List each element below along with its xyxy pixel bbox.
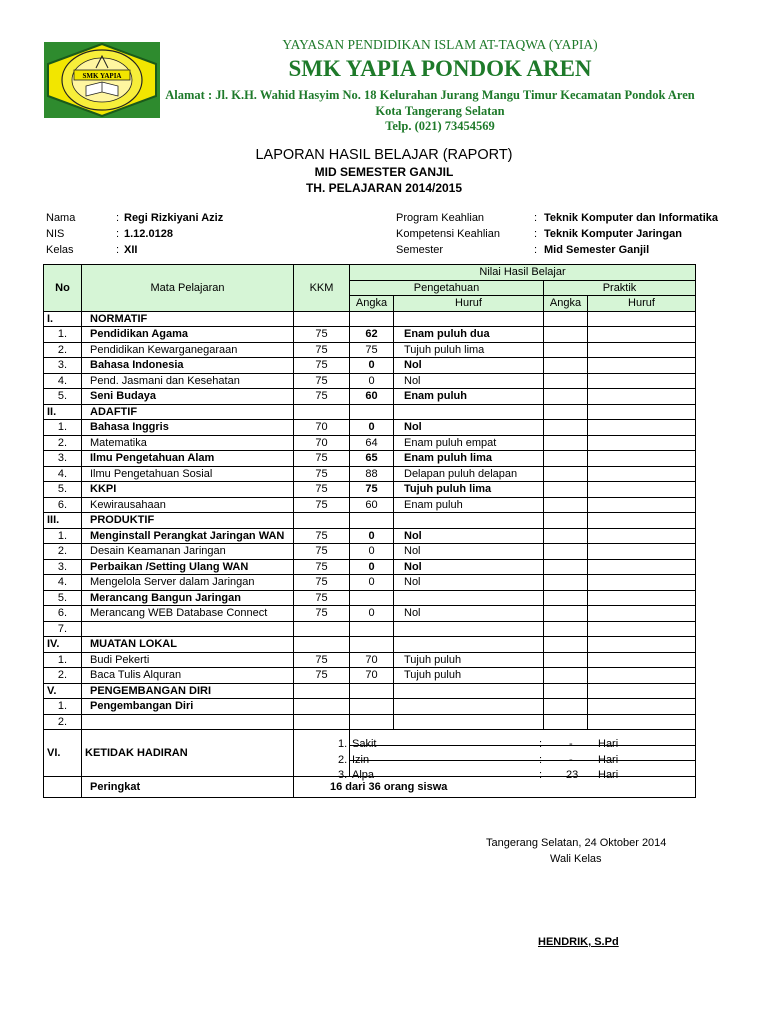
practice-number [544, 358, 588, 374]
row-no: 6. [44, 497, 82, 513]
header-nilai: Nilai Hasil Belajar [350, 265, 696, 281]
colon: : [534, 244, 538, 256]
absence-label: KETIDAK HADIRAN [82, 730, 294, 777]
practice-number [544, 528, 588, 544]
grades-table [43, 264, 696, 798]
table-row [44, 420, 696, 436]
subject-name: Bahasa Inggris [82, 420, 294, 436]
practice-number [544, 714, 588, 730]
subject-name: Bahasa Indonesia [82, 358, 294, 374]
kkm-value: 70 [294, 420, 350, 436]
program-value: Teknik Komputer dan Informatika [544, 212, 718, 224]
score-words: Nol [394, 606, 544, 622]
subject-name: Ilmu Pengetahuan Sosial [82, 466, 294, 482]
kompetensi-value: Teknik Komputer Jaringan [544, 228, 682, 240]
score-words [394, 699, 544, 715]
score-words: Delapan puluh delapan [394, 466, 544, 482]
kkm-value: 75 [294, 575, 350, 591]
report-subtitle: MID SEMESTER GANJIL [314, 165, 454, 179]
practice-words [588, 714, 696, 730]
subject-name: Budi Pekerti [82, 652, 294, 668]
subject-name: Ilmu Pengetahuan Alam [82, 451, 294, 467]
score-words: Nol [394, 373, 544, 389]
kkm-value: 75 [294, 327, 350, 343]
subject-name: Pendidikan Agama [82, 327, 294, 343]
table-row [44, 544, 696, 560]
score-words: Nol [394, 420, 544, 436]
header-knowledge: Pengetahuan [350, 280, 544, 296]
section-no: V. [44, 683, 82, 699]
practice-number [544, 482, 588, 498]
kkm-value [294, 699, 350, 715]
kkm-value: 75 [294, 497, 350, 513]
practice-words [588, 451, 696, 467]
row-no: 2. [44, 714, 82, 730]
score-words: Tujuh puluh lima [394, 482, 544, 498]
row-no: 4. [44, 466, 82, 482]
kkm-value [294, 621, 350, 637]
practice-words [588, 606, 696, 622]
subject-name: Mengelola Server dalam Jaringan [82, 575, 294, 591]
rank-label: Peringkat [82, 776, 294, 797]
school-name: SMK YAPIA PONDOK AREN [288, 56, 592, 81]
kelas-label: Kelas [46, 244, 74, 256]
table-row [44, 559, 696, 575]
table-row [44, 590, 696, 606]
subject-name: Desain Keamanan Jaringan [82, 544, 294, 560]
subject-name: Seni Budaya [82, 389, 294, 405]
kkm-value: 75 [294, 451, 350, 467]
table-row [44, 342, 696, 358]
school-phone: Telp. (021) 73454569 [385, 119, 495, 133]
kompetensi-label: Kompetensi Keahlian [396, 228, 500, 240]
score-number: 70 [350, 652, 394, 668]
kkm-value: 75 [294, 466, 350, 482]
practice-number [544, 373, 588, 389]
header-huruf: Huruf [394, 296, 544, 312]
practice-number [544, 575, 588, 591]
kkm-value: 75 [294, 544, 350, 560]
table-row [44, 435, 696, 451]
score-number: 0 [350, 575, 394, 591]
section-row [44, 513, 696, 529]
row-no: 1. [44, 327, 82, 343]
subject-name: Pend. Jasmani dan Kesehatan [82, 373, 294, 389]
header-huruf-practice: Huruf [588, 296, 696, 312]
table-row [44, 652, 696, 668]
score-number: 0 [350, 528, 394, 544]
header-angka: Angka [350, 296, 394, 312]
score-words [394, 714, 544, 730]
rank-value: 16 dari 36 orang siswa [294, 776, 696, 797]
practice-number [544, 699, 588, 715]
nama-label: Nama [46, 212, 76, 224]
practice-number [544, 559, 588, 575]
score-words: Nol [394, 358, 544, 374]
score-words: Nol [394, 528, 544, 544]
practice-words [588, 575, 696, 591]
absence-no: VI. [44, 730, 82, 777]
subject-name: KKPI [82, 482, 294, 498]
colon: : [116, 244, 120, 256]
foundation-name: YAYASAN PENDIDIKAN ISLAM AT-TAQWA (YAPIA) [282, 37, 598, 52]
subject-name: Matematika [82, 435, 294, 451]
row-no: 3. [44, 559, 82, 575]
colon: : [116, 228, 120, 240]
section-name: MUATAN LOKAL [82, 637, 294, 653]
practice-number [544, 327, 588, 343]
practice-number [544, 497, 588, 513]
table-row [44, 327, 696, 343]
table-row [44, 451, 696, 467]
section-name: NORMATIF [82, 311, 294, 327]
practice-number [544, 544, 588, 560]
header-kkm: KKM [294, 265, 350, 312]
header-angka-practice: Angka [544, 296, 588, 312]
practice-number [544, 590, 588, 606]
row-no: 1. [44, 699, 82, 715]
table-row [44, 389, 696, 405]
practice-words [588, 668, 696, 684]
table-row [44, 575, 696, 591]
score-number [350, 714, 394, 730]
practice-words [588, 559, 696, 575]
score-number [350, 699, 394, 715]
sign-role: Wali Kelas [550, 853, 602, 865]
kkm-value: 75 [294, 373, 350, 389]
score-words: Nol [394, 575, 544, 591]
student-nis: 1.12.0128 [124, 228, 173, 240]
score-number [350, 590, 394, 606]
subject-name: Kewirausahaan [82, 497, 294, 513]
score-words: Enam puluh empat [394, 435, 544, 451]
practice-words [588, 652, 696, 668]
kkm-value: 75 [294, 606, 350, 622]
school-city: Kota Tangerang Selatan [375, 104, 505, 118]
score-words: Enam puluh lima [394, 451, 544, 467]
row-no: 6. [44, 606, 82, 622]
score-words [394, 590, 544, 606]
section-no: III. [44, 513, 82, 529]
practice-words [588, 528, 696, 544]
score-number: 0 [350, 559, 394, 575]
score-words [394, 621, 544, 637]
row-no: 2. [44, 435, 82, 451]
score-number: 70 [350, 668, 394, 684]
score-words: Nol [394, 559, 544, 575]
row-no: 2. [44, 668, 82, 684]
score-number: 64 [350, 435, 394, 451]
row-no: 5. [44, 590, 82, 606]
kkm-value: 75 [294, 358, 350, 374]
semester-value: Mid Semester Ganjil [544, 244, 650, 256]
score-number: 75 [350, 482, 394, 498]
practice-number [544, 420, 588, 436]
subject-name: Baca Tulis Alquran [82, 668, 294, 684]
kkm-value: 75 [294, 652, 350, 668]
row-no: 1. [44, 420, 82, 436]
student-name: Regi Rizkiyani Aziz [124, 212, 224, 224]
table-row [44, 497, 696, 513]
semester-label: Semester [396, 244, 444, 256]
practice-words [588, 327, 696, 343]
section-row [44, 404, 696, 420]
colon: : [534, 228, 538, 240]
section-name: PENGEMBANGAN DIRI [82, 683, 294, 699]
kkm-value: 75 [294, 559, 350, 575]
practice-number [544, 389, 588, 405]
kkm-value: 75 [294, 482, 350, 498]
score-number: 75 [350, 342, 394, 358]
practice-number [544, 652, 588, 668]
row-no: 3. [44, 451, 82, 467]
score-number: 60 [350, 389, 394, 405]
section-name: PRODUKTIF [82, 513, 294, 529]
table-row [44, 482, 696, 498]
absence-item: 3. Alpa : 23 Hari [350, 761, 696, 777]
table-row [44, 373, 696, 389]
sign-date: Tangerang Selatan, 24 Oktober 2014 [486, 837, 667, 849]
score-words: Tujuh puluh lima [394, 342, 544, 358]
score-number: 0 [350, 358, 394, 374]
table-row [44, 699, 696, 715]
header-practice: Praktik [544, 280, 696, 296]
score-words: Enam puluh [394, 389, 544, 405]
kkm-value: 75 [294, 668, 350, 684]
subject-name [82, 714, 294, 730]
practice-words [588, 497, 696, 513]
kkm-value [294, 714, 350, 730]
score-number: 65 [350, 451, 394, 467]
row-no: 5. [44, 389, 82, 405]
section-no: IV. [44, 637, 82, 653]
colon: : [534, 212, 538, 224]
school-logo [44, 42, 160, 118]
table-row [44, 668, 696, 684]
practice-words [588, 435, 696, 451]
table-row [44, 466, 696, 482]
section-row [44, 637, 696, 653]
practice-words [588, 590, 696, 606]
score-number: 0 [350, 544, 394, 560]
table-row [44, 621, 696, 637]
practice-words [588, 544, 696, 560]
practice-words [588, 482, 696, 498]
header-subject: Mata Pelajaran [82, 265, 294, 312]
score-number: 0 [350, 420, 394, 436]
absence-item: 2. Izin : - Hari [350, 745, 696, 761]
practice-words [588, 621, 696, 637]
score-words: Tujuh puluh [394, 668, 544, 684]
teacher-name: HENDRIK, S.Pd [538, 936, 619, 948]
kkm-value: 75 [294, 528, 350, 544]
table-row [44, 714, 696, 730]
nis-label: NIS [46, 228, 65, 240]
subject-name: Merancang WEB Database Connect [82, 606, 294, 622]
subject-name: Pengembangan Diri [82, 699, 294, 715]
row-no: 7. [44, 621, 82, 637]
section-no: II. [44, 404, 82, 420]
subject-name: Pendidikan Kewarganegaraan [82, 342, 294, 358]
table-row [44, 606, 696, 622]
report-title: LAPORAN HASIL BELAJAR (RAPORT) [255, 147, 513, 163]
subject-name: Menginstall Perangkat Jaringan WAN [82, 528, 294, 544]
score-number [350, 621, 394, 637]
kkm-value: 75 [294, 389, 350, 405]
subject-name: Perbaikan /Setting Ulang WAN [82, 559, 294, 575]
practice-number [544, 668, 588, 684]
kkm-value: 75 [294, 590, 350, 606]
row-no: 2. [44, 544, 82, 560]
school-address: Alamat : Jl. K.H. Wahid Hasyim No. 18 Kelurahan Jurang Mangu Timur Kecamatan Pondok Aren [165, 88, 695, 102]
subject-name [82, 621, 294, 637]
row-no: 4. [44, 575, 82, 591]
table-row [44, 528, 696, 544]
practice-number [544, 451, 588, 467]
score-number: 88 [350, 466, 394, 482]
svg-text:SMK YAPIA: SMK YAPIA [82, 72, 122, 80]
practice-words [588, 373, 696, 389]
practice-words [588, 389, 696, 405]
practice-number [544, 342, 588, 358]
section-row [44, 311, 696, 327]
row-no: 1. [44, 652, 82, 668]
row-no: 5. [44, 482, 82, 498]
practice-words [588, 358, 696, 374]
section-no: I. [44, 311, 82, 327]
score-number: 0 [350, 373, 394, 389]
row-no: 1. [44, 528, 82, 544]
kkm-value: 75 [294, 342, 350, 358]
absence-item: 1. Sakit : - Hari [350, 730, 696, 746]
program-label: Program Keahlian [396, 212, 485, 224]
practice-words [588, 699, 696, 715]
practice-number [544, 466, 588, 482]
score-number: 62 [350, 327, 394, 343]
row-no: 2. [44, 342, 82, 358]
practice-number [544, 435, 588, 451]
header-no: No [44, 265, 82, 312]
table-row [44, 358, 696, 374]
practice-number [544, 606, 588, 622]
section-name: ADAFTIF [82, 404, 294, 420]
row-no: 3. [44, 358, 82, 374]
practice-number [544, 621, 588, 637]
score-number: 0 [350, 606, 394, 622]
colon: : [116, 212, 120, 224]
student-class: XII [124, 244, 138, 256]
subject-name: Merancang Bangun Jaringan [82, 590, 294, 606]
score-words: Nol [394, 544, 544, 560]
kkm-value: 70 [294, 435, 350, 451]
practice-words [588, 342, 696, 358]
practice-words [588, 420, 696, 436]
score-number: 60 [350, 497, 394, 513]
score-words: Enam puluh dua [394, 327, 544, 343]
section-row [44, 683, 696, 699]
academic-year: TH. PELAJARAN 2014/2015 [305, 181, 463, 195]
row-no: 4. [44, 373, 82, 389]
practice-words [588, 466, 696, 482]
score-words: Tujuh puluh [394, 652, 544, 668]
score-words: Enam puluh [394, 497, 544, 513]
